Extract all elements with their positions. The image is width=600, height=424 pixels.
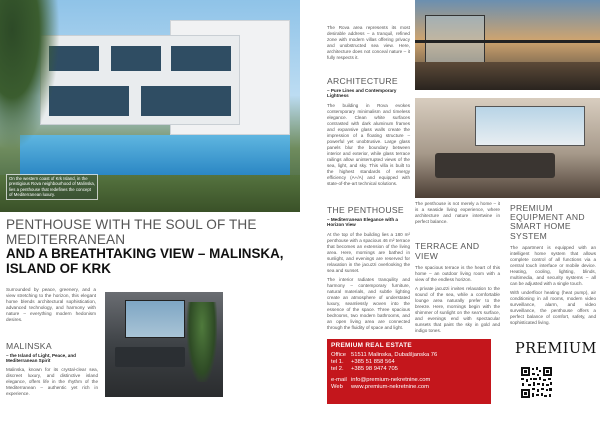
- premium-body-1: The apartment is equipped with an intelligent home system that allows complete control of all functions via a central touch interface or mobile device. Heating, cooling, lighting, blinds, multimedia, and security systems – all can be adjusted with a single touch.: [510, 244, 596, 286]
- email-link[interactable]: info@premium-nekretnine.com: [351, 376, 431, 383]
- tel2-row: [331, 366, 487, 373]
- malinska-section: [6, 342, 98, 397]
- premium-title: PREMIUM EQUIPMENT AND SMART HOME SYSTEM: [510, 203, 585, 241]
- villa-exterior-photo: [0, 0, 300, 212]
- headline-bold: AND A BREATHTAKING VIEW – MALINSKA, ISLAND OF KRK: [6, 246, 284, 276]
- penthouse-summary: The penthouse is not merely a home – it is a seaside living experience, where architecture and nature intertwine in perfect balance.: [415, 201, 500, 224]
- malinska-body: Malinska, known for its crystal-clear sea, discreet luxury, and distinctive island elegance, offers life in the rhythm of the Mediterranean – authentic yet rich in experience.: [6, 366, 98, 396]
- office-label: Office: [331, 352, 347, 358]
- architecture-body: The building in Rova evokes contemporary minimalism and timeless elegance. Clean white surfaces contrasted with dark aluminum frames and expansive glass walls create the impression of a floating structure – powerful yet unobtrusive. Large glass panels blur the boundary between interior and exterior, while glass terrace railings allow uninterrupted views of the sea, light, and sky. This villa is built to the highest standards of energy efficiency (A+/A) and equipped with state-of-the-art technical solutions.: [327, 102, 410, 186]
- penthouse-section: [327, 206, 410, 331]
- tel2-label: tel 2.: [331, 366, 344, 373]
- penthouse-title: THE PENTHOUSE: [327, 205, 404, 215]
- lounge-photo: [105, 292, 223, 397]
- tel2-value[interactable]: +385 98 9474 705: [351, 366, 398, 373]
- intro-text: Surrounded by peace, greenery, and a view stretching to the horizon, this elegant home blends architectural sophistication, advanced technology, and harmony with nature – everything modern hedonism desires.: [6, 287, 96, 323]
- tel1-label: tel 1.: [331, 359, 344, 366]
- contact-title: PREMIUM REAL ESTATE: [331, 342, 412, 349]
- terrace-photo: [415, 0, 600, 90]
- penthouse-body-1: At the top of the building lies a 180 m² penthouse with a spacious 46 m² terrace that becomes an extension of the living area. Here, mornings are bathed in sunlight, and evenings are reserved for relaxation in the jacuzzi overlooking the sea and sunset.: [327, 231, 410, 273]
- web-row: [331, 384, 487, 391]
- office-value: 51511 Malinska, Dubašljanska 76: [351, 352, 438, 358]
- office-row: [331, 352, 487, 359]
- terrace-title: TERRACE AND VIEW: [415, 241, 480, 261]
- headline: [6, 218, 298, 276]
- malinska-title: MALINSKA: [6, 341, 52, 351]
- web-link[interactable]: www.premium-nekretnine.com: [351, 383, 429, 390]
- logo-text: PREMIUM: [515, 341, 597, 357]
- terrace-section: [415, 242, 500, 334]
- rova-text: The Rova area represents its most desirable address – a tranquil, refined zone with modern villas offering privacy and unobstructed sea view. Here, architecture does not conceal nature – it fully respects it.: [327, 25, 410, 60]
- architecture-section: [327, 77, 410, 187]
- tel1-value[interactable]: +385 51 858 564: [351, 359, 395, 366]
- tel1-row: [331, 359, 487, 366]
- terrace-body-1: The spacious terrace is the heart of this home – an outdoor living room with a view of the endless horizon.: [415, 265, 500, 282]
- photo-caption: On the western coast of Krk Island, in the prestigious Rova neighbourhood of Malinska, lies a penthouse that redefines the concept of Mediterranean luxury.: [6, 174, 98, 200]
- email-label: e-mail: [331, 376, 347, 383]
- architecture-title: ARCHITECTURE: [327, 76, 398, 86]
- malinska-subtitle: – the Island of Light, Peace, and Mediterranean Spirit: [6, 352, 76, 364]
- premium-logo: [515, 340, 595, 358]
- premium-body-2: With underfloor heating (heat pump), air conditioning in all rooms, modern video surveillance, alarm, and video surveillance, the penthouse offers a perfect balance of comfort, safety, and sophisticated living.: [510, 289, 596, 325]
- terrace-body-2: A private jacuzzi invites relaxation to the sound of the sea, while a comfortable lounge area naturally prefer to the breeze. Here, mornings begin with the shimmer of sunlight on the sea's surface, and evenings end with spectacular sunsets that paint the sky in gold and indigo tones.: [415, 286, 500, 333]
- contact-box: [327, 339, 491, 404]
- headline-light: PENTHOUSE WITH THE SOUL OF THE MEDITERRANEAN: [6, 217, 257, 247]
- email-row: [331, 377, 487, 384]
- living-room-photo: [415, 98, 600, 198]
- architecture-subtitle: – Pure Lines and Contemporary Lightness: [327, 87, 397, 99]
- penthouse-body-2: The interior radiates tranquility and harmony – contemporary furniture, natural materials, and subtle lighting create an atmosphere of understated luxury, seamlessly woven into the essence of the space. Three spacious bedrooms, two modern bathrooms, and an open living area are connected through the fluidity of space and light.: [327, 276, 410, 330]
- penthouse-subtitle: – Mediterranean Elegance with a Horizon View: [327, 216, 398, 228]
- premium-section: [510, 204, 596, 326]
- web-label: Web: [331, 383, 343, 390]
- qr-code-icon: [520, 366, 553, 399]
